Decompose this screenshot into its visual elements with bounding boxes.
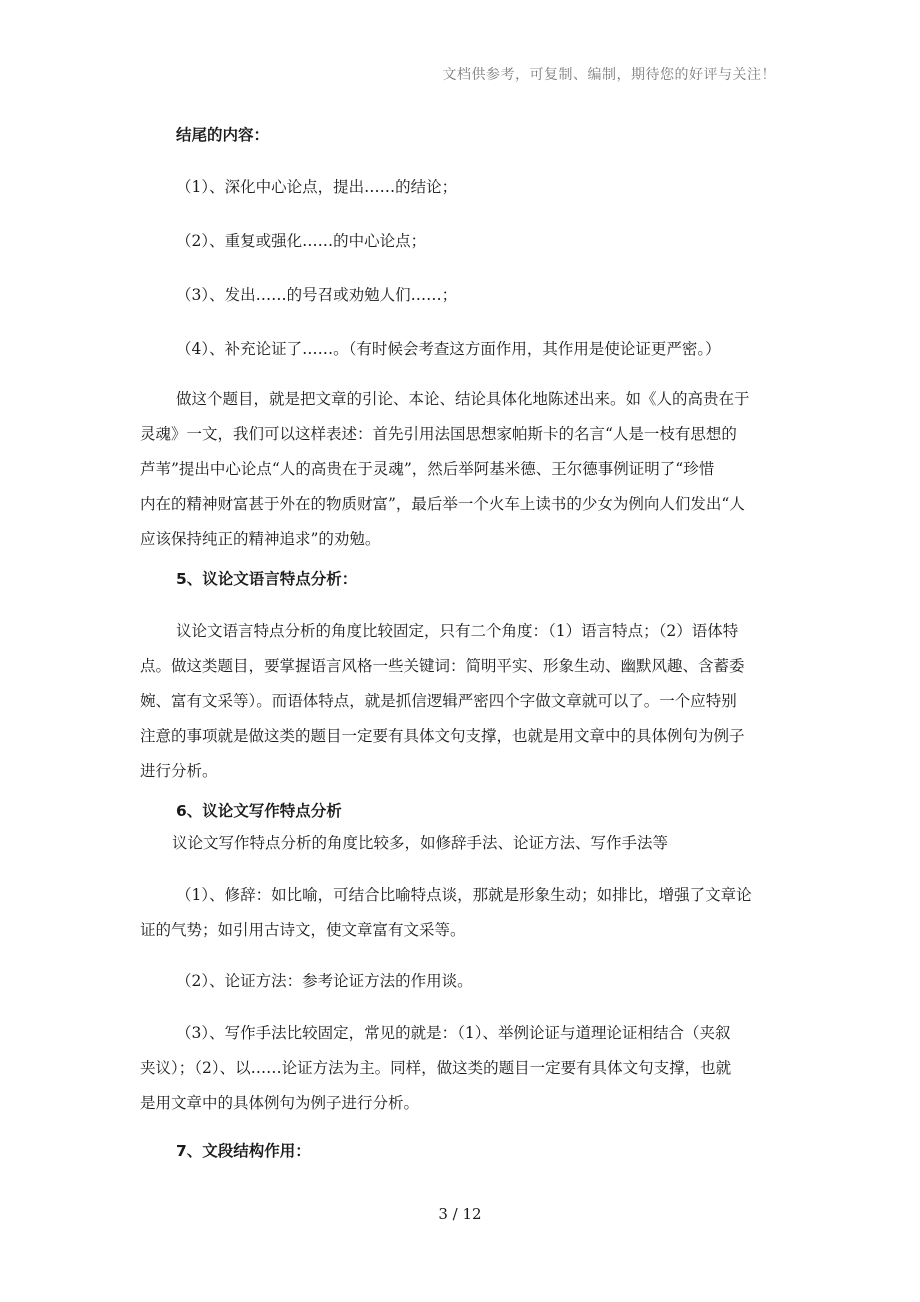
section6-item-1-line: （1）、修辞：如比喻，可结合比喻特点谈，那就是形象生动；如排比，增强了文章论	[176, 886, 752, 904]
section5-paragraph-line: 进行分析。	[140, 762, 218, 780]
section6-item-1	[140, 878, 780, 948]
section5-title: 5、议论文语言特点分析：	[176, 570, 358, 588]
ending-item-2: （2）、重复或强化……的中心论点；	[176, 232, 427, 250]
section6-title: 6、议论文写作特点分析	[176, 802, 342, 820]
ending-paragraph-line: 灵魂》一文，我们可以这样表述：首先引用法国思想家帕斯卡的名言“人是一枝有思想的	[140, 425, 737, 443]
section5-paragraph-line: 点。做这类题目，要掌握语言风格一些关键词：简明平实、形象生动、幽默风趣、含蓄委	[140, 657, 745, 675]
page-number: 3 / 12	[438, 1205, 482, 1223]
section6-item-3	[140, 1016, 780, 1121]
ending-paragraph-line: 做这个题目，就是把文章的引论、本论、结论具体化地陈述出来。如《人的高贵在于	[176, 390, 750, 408]
ending-paragraph-line: 应该保持纯正的精神追求”的劝勉。	[140, 530, 381, 548]
section6-item-1-line: 证的气势；如引用古诗文，使文章富有文采等。	[140, 921, 466, 939]
section-ending-title: 结尾的内容：	[176, 126, 270, 144]
ending-item-4: （4）、补充论证了……。（有时候会考查这方面作用，其作用是使论证更严密。）	[176, 340, 721, 358]
section5-paragraph	[140, 614, 780, 789]
ending-item-3: （3）、发出……的号召或劝勉人们……；	[176, 286, 458, 304]
section5-paragraph-line: 议论文语言特点分析的角度比较固定，只有二个角度：（1）语言特点；（2）语体特	[176, 622, 739, 640]
section5-paragraph-line: 注意的事项就是做这类的题目一定要有具体文句支撑，也就是用文章中的具体例句为例子	[140, 727, 745, 745]
section5-paragraph-line: 婉、富有文采等）。而语体特点，就是抓信逻辑严密四个字做文章就可以了。一个应特别	[140, 692, 737, 710]
ending-paragraph-line: 内在的精神财富甚于外在的物质财富”，最后举一个火车上读书的少女为例向人们发出“人	[140, 495, 745, 513]
ending-paragraph	[140, 382, 780, 557]
header-note: 文档供参考，可复制、编制，期待您的好评与关注！	[442, 67, 776, 83]
ending-paragraph-line: 芦苇”提出中心论点“人的高贵在于灵魂”，然后举阿基米德、王尔德事例证明了“珍惜	[140, 460, 715, 478]
section6-item-3-line: 是用文章中的具体例句为例子进行分析。	[140, 1094, 420, 1112]
section7-title: 7、文段结构作用：	[176, 1142, 311, 1160]
section6-item-2: （2）、论证方法：参考论证方法的作用谈。	[176, 972, 473, 990]
section6-item-3-line: （3）、写作手法比较固定，常见的就是：（1）、举例论证与道理论证相结合（夹叙	[176, 1024, 731, 1042]
section6-intro: 议论文写作特点分析的角度比较多，如修辞手法、论证方法、写作手法等	[172, 834, 669, 852]
ending-item-1: （1）、深化中心论点，提出……的结论；	[176, 178, 458, 196]
section6-item-3-line: 夹议）；（2）、以……论证方法为主。同样，做这类的题目一定要有具体文句支撑，也就	[140, 1059, 732, 1077]
